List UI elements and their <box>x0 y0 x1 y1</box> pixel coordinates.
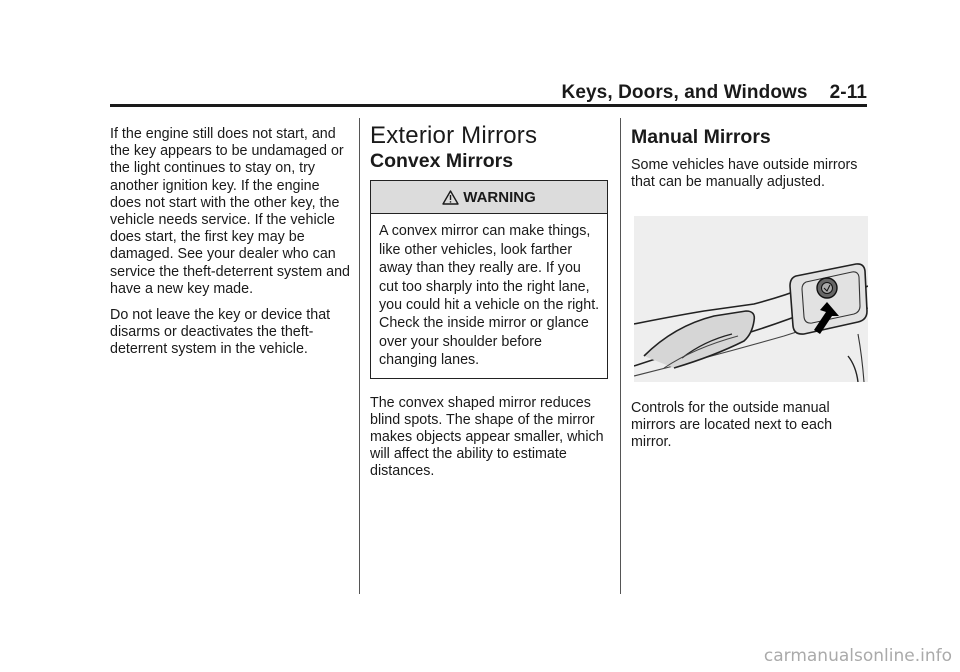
column-2 <box>370 122 610 490</box>
section-title: Keys, Doors, and Windows <box>561 82 808 103</box>
paragraph-manual-intro: Some vehicles have outside mirrors that can be manually adjusted. <box>631 157 858 191</box>
section-heading: Exterior Mirrors <box>370 122 538 149</box>
mirror-control-illustration <box>634 216 868 382</box>
paragraph-engine-start: If the engine still does not start, and the key appears to be undamaged or the light continues to stay on, try another ignition key. If the engine does not start with the other key, the vehicle needs service. If the vehicle does start, the first key may be damaged. See your dealer who can service the theft-deterrent system and have a new key made. <box>110 126 350 297</box>
page-number: 2-11 <box>829 82 867 103</box>
warning-label: WARNING <box>463 188 536 206</box>
subsection-heading-manual: Manual Mirrors <box>631 126 771 148</box>
column-1 <box>110 126 350 368</box>
figure-caption: Controls for the outside manual mirrors are located next to each mirror. <box>631 399 833 451</box>
warning-text: A convex mirror can make things, like other vehicles, look farther away than they really are. If you cut too sharply into the right lane, you could hit a vehicle on the right. Check the inside mirror or glance over your shoulder before changing lanes. <box>379 223 600 369</box>
paragraph-key-device: Do not leave the key or device that disarms or deactivates the theft-deterrent system in the vehicle. <box>110 307 331 358</box>
paragraph-convex-mirror: The convex shaped mirror reduces blind spots. The shape of the mirror makes objects appear smaller, which will affect the ability to estimate distances. <box>370 394 604 480</box>
door-panel-drawing <box>634 216 868 382</box>
watermark: carmanualsonline.info <box>763 646 952 666</box>
page-header <box>110 78 867 106</box>
warning-box <box>370 180 608 378</box>
column-3 <box>631 126 871 460</box>
header-rule <box>110 104 867 107</box>
column-divider-1 <box>359 118 360 594</box>
subsection-heading-convex: Convex Mirrors <box>370 150 514 173</box>
warning-header <box>371 181 607 214</box>
running-header <box>562 82 868 104</box>
column-divider-2 <box>620 118 621 594</box>
warning-triangle-icon <box>442 190 459 205</box>
